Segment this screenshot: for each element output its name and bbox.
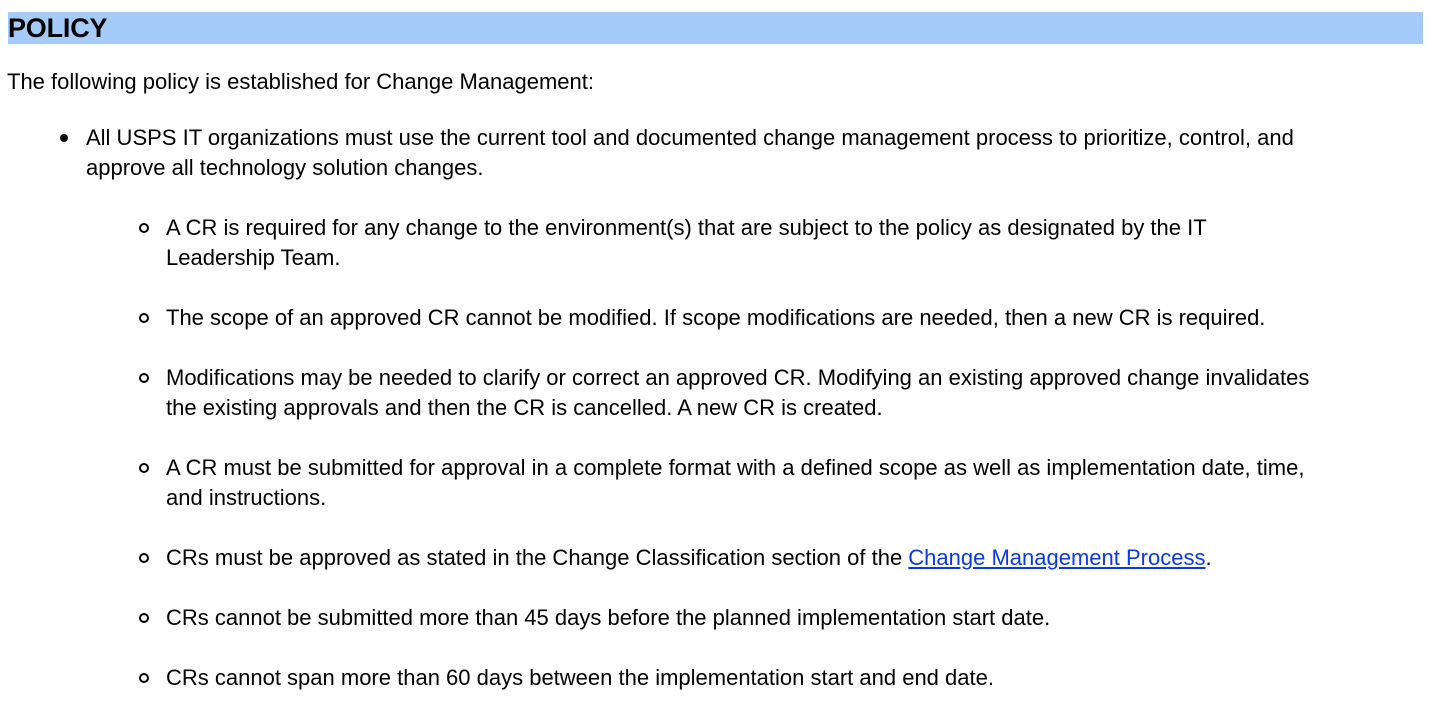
hollow-bullet-icon	[139, 313, 149, 323]
sub-bullet-text-after-link: .	[1205, 545, 1212, 570]
hollow-bullet-icon	[139, 373, 149, 383]
hollow-bullet-icon	[139, 463, 149, 473]
sub-bullet-text	[166, 663, 1426, 693]
main-bullet-line-1: All USPS IT organizations must use the current tool and documented change management process to prioritize, control, and	[86, 125, 1294, 150]
sub-bullet-line-2: Leadership Team.	[166, 245, 341, 270]
hollow-bullet-icon	[139, 613, 149, 623]
sub-bullet-text	[166, 603, 1426, 633]
sub-bullet-line-1: A CR is required for any change to the environment(s) that are subject to the policy as designated by the IT	[166, 215, 1207, 240]
sub-bullet-line-2: and instructions.	[166, 485, 327, 510]
hollow-bullet-icon	[139, 223, 149, 233]
filled-bullet-icon	[60, 134, 68, 142]
sub-bullet-text	[166, 303, 1426, 333]
sub-bullet-text	[166, 363, 1426, 423]
sub-bullet-line-1: Modifications may be needed to clarify or correct an approved CR. Modifying an existing approved change invalidates	[166, 365, 1310, 390]
sub-bullet-text	[166, 453, 1426, 513]
sub-bullet-line-1: CRs cannot be submitted more than 45 days before the planned implementation start date.	[166, 605, 1051, 630]
section-heading: POLICY	[8, 12, 1423, 44]
hollow-bullet-icon	[139, 553, 149, 563]
sub-bullet-line-1: A CR must be submitted for approval in a complete format with a defined scope as well as implementation date, time,	[166, 455, 1305, 480]
hollow-bullet-icon	[139, 673, 149, 683]
sub-bullet-line-2: the existing approvals and then the CR is cancelled. A new CR is created.	[166, 395, 883, 420]
change-management-process-link[interactable]: Change Management Process	[908, 545, 1206, 570]
intro-paragraph: The following policy is established for Change Management:	[7, 69, 594, 94]
main-bullet-line-2: approve all technology solution changes.	[86, 155, 484, 180]
sub-bullet-text-before-link: CRs must be approved as stated in the Change Classification section of the	[166, 545, 909, 570]
sub-bullet-text	[166, 213, 1426, 273]
main-bullet-text	[86, 123, 1421, 183]
sub-bullet-line-1: CRs cannot span more than 60 days between the implementation start and end date.	[166, 665, 994, 690]
sub-bullet-text	[166, 543, 1426, 573]
sub-bullet-line-1: The scope of an approved CR cannot be modified. If scope modifications are needed, then a new CR is required.	[166, 305, 1266, 330]
